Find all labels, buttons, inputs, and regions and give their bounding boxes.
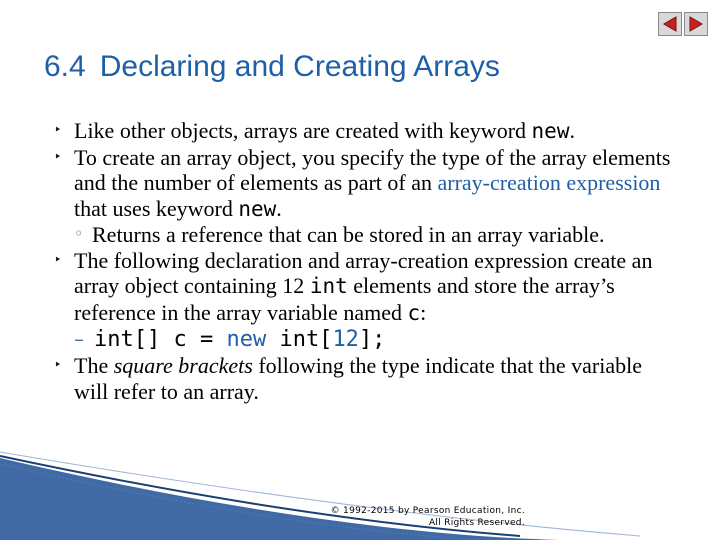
bullet-item (54, 145, 674, 248)
bullet-text: The (74, 353, 114, 378)
code-example (74, 326, 674, 353)
circle-bullet-icon: ◦ (74, 224, 84, 243)
slide-title (44, 50, 500, 84)
bullet-text: Like other objects, arrays are created with keyword (74, 118, 532, 143)
bullet-text: . (569, 118, 575, 143)
code-new-keyword: new (226, 327, 267, 352)
bullet-arrow-icon: ‣ (54, 149, 62, 165)
slide-nav (658, 12, 708, 36)
copyright-footer (310, 505, 525, 529)
bullet-item (54, 353, 674, 404)
bullet-item (54, 248, 674, 354)
term-highlight: array-creation expression (437, 170, 661, 195)
bullet-item (54, 118, 674, 145)
bullet-text: elements and store the array’s reference in the array variable named (74, 273, 615, 325)
code-part: int[ (266, 327, 333, 352)
bullet-text: that uses keyword (74, 195, 239, 221)
triangle-left-icon (662, 16, 678, 32)
dash-bullet-icon: – (74, 327, 84, 351)
bullet-text: To create an array object, you specify the type of the array elements and the number of elements as part of an (74, 144, 671, 195)
code-keyword: int (309, 274, 348, 298)
next-slide-button[interactable] (684, 12, 708, 36)
code-keyword: new (531, 119, 570, 143)
emphasis-text: square brackets (113, 353, 253, 378)
bullet-text: following the type indicate that the variable will refer to an array. (74, 353, 642, 404)
bullet-arrow-icon: ‣ (54, 252, 62, 268)
code-part: int[] c = (94, 327, 227, 352)
bullet-text: : (420, 299, 427, 325)
prev-slide-button[interactable] (658, 12, 682, 36)
sub-bullet-item (74, 222, 674, 248)
triangle-right-icon (688, 16, 704, 32)
bullet-text: The following declaration and array-creation expression create an array object containing 12 (74, 247, 653, 298)
slide-body (54, 118, 674, 404)
code-variable: c (407, 300, 421, 325)
section-number: 6.4 (44, 50, 86, 83)
rights-line: All Rights Reserved. (428, 518, 525, 528)
sub-bullet-text: Returns a reference that can be stored in an array variable. (92, 222, 605, 247)
bullet-arrow-icon: ‣ (54, 123, 62, 138)
code-part: ]; (358, 327, 386, 352)
code-number: 12 (332, 327, 359, 352)
title-text: Declaring and Creating Arrays (99, 50, 500, 83)
copyright-line: © 1992-2015 by Pearson Education, Inc. (330, 506, 525, 516)
bullet-text: . (276, 195, 282, 221)
code-keyword: new (238, 196, 277, 221)
bullet-arrow-icon: ‣ (54, 358, 62, 373)
